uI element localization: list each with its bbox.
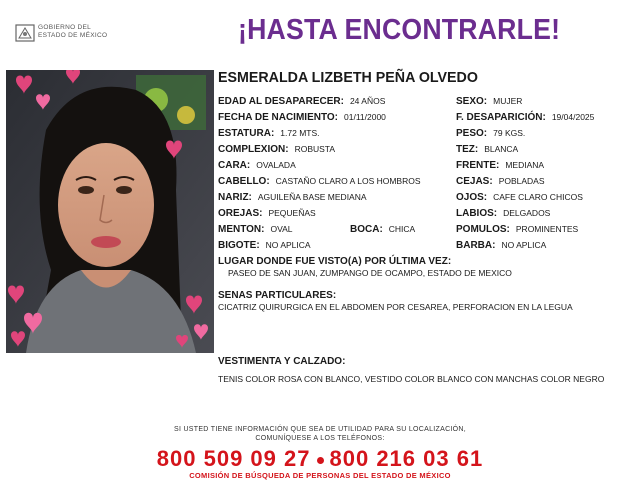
phone-number-1[interactable]: 800 509 09 27 (156, 446, 311, 471)
footer-note-line-2: COMUNÍQUESE A LOS TELÉFONOS: (255, 435, 385, 442)
detail-value: OVAL (270, 224, 293, 234)
detail-value: NO APLICA (265, 240, 311, 250)
detail-sexo (456, 96, 522, 107)
heart-icon (24, 313, 42, 334)
logo-line-2: ESTADO DE MÉXICO (38, 32, 108, 39)
detail-label: NARIZ: (218, 192, 252, 203)
detail-menton (218, 224, 293, 235)
detail-edad (218, 96, 385, 107)
detail-nacimiento (218, 112, 386, 123)
senas-title: SENAS PARTICULARES: (218, 290, 337, 301)
detail-label: OJOS: (456, 192, 488, 203)
detail-label: PESO: (456, 128, 488, 139)
heart-icon (8, 286, 24, 305)
state-emblem-icon (14, 22, 36, 44)
detail-desaparicion (456, 112, 594, 123)
detail-value: MUJER (493, 96, 523, 106)
detail-ojos (456, 192, 583, 203)
phone-number-2[interactable]: 800 216 03 61 (329, 446, 484, 471)
detail-cabello (218, 176, 421, 187)
detail-label: CABELLO: (218, 176, 270, 187)
detail-label: POMULOS: (456, 224, 510, 235)
detail-labios (456, 208, 550, 219)
detail-value: 79 KGS. (493, 128, 526, 138)
detail-label: ESTATURA: (218, 128, 275, 139)
heart-icon (36, 94, 50, 110)
detail-label: BIGOTE: (218, 240, 260, 251)
detail-cara (218, 160, 296, 171)
detail-peso (456, 128, 525, 139)
detail-label: FECHA DE NACIMIENTO: (218, 112, 338, 123)
logo-line-1: GOBIERNO DEL (38, 24, 92, 31)
detail-value: 1.72 MTS. (280, 128, 320, 138)
detail-value: 19/04/2025 (551, 112, 595, 122)
person-name: ESMERALDA LIZBETH PEÑA OLVEDO (218, 69, 478, 86)
detail-orejas (218, 208, 316, 219)
heart-icon (66, 70, 80, 84)
lugar-title: LUGAR DONDE FUE VISTO(A) POR ÚLTIMA VEZ: (218, 256, 452, 267)
detail-bigote (218, 240, 311, 251)
detail-label: FRENTE: (456, 160, 500, 171)
commission-name: COMISIÓN DE BÚSQUEDA DE PERSONAS DEL ESTADO DE MÉXICO (189, 471, 451, 480)
heart-icon (194, 324, 208, 340)
heart-icon (16, 76, 32, 95)
detail-value: CAFE CLARO CHICOS (493, 192, 583, 202)
detail-label: COMPLEXION: (218, 144, 289, 155)
heart-icon (176, 335, 188, 348)
detail-boca (350, 224, 415, 235)
detail-label: TEZ: (456, 144, 479, 155)
detail-value: CASTAÑO CLARO A LOS HOMBROS (275, 176, 421, 186)
government-logo (14, 22, 124, 44)
detail-value: POBLADAS (498, 176, 545, 186)
heart-icon (11, 331, 25, 347)
detail-label: CEJAS: (456, 176, 493, 187)
detail-value: PROMINENTES (515, 224, 579, 234)
detail-label: EDAD AL DESAPARECER: (218, 96, 344, 107)
vestimenta-title: VESTIMENTA Y CALZADO: (218, 356, 346, 367)
detail-pomulos (456, 224, 578, 235)
detail-label: BARBA: (456, 240, 496, 251)
detail-value: ROBUSTA (294, 144, 336, 154)
detail-value: NO APLICA (501, 240, 547, 250)
detail-label: LABIOS: (456, 208, 498, 219)
detail-frente (456, 160, 544, 171)
senas-text: CICATRIZ QUIRURGICA EN EL ABDOMEN POR CESAREA, PERFORACION EN LA LEGUA (218, 302, 573, 312)
detail-value: 01/11/2000 (344, 112, 386, 122)
detail-label: SEXO: (456, 96, 488, 107)
detail-value: 24 AÑOS (349, 96, 386, 106)
detail-label: MENTON: (218, 224, 265, 235)
detail-label: OREJAS: (218, 208, 263, 219)
detail-value: PEQUEÑAS (268, 208, 316, 218)
detail-value: DELGADOS (503, 208, 551, 218)
detail-cejas (456, 176, 545, 187)
headline: ¡HASTA ENCONTRARLE! (238, 14, 561, 46)
separator-dot-icon (317, 457, 324, 464)
detail-label: BOCA: (350, 224, 383, 235)
logo-text (38, 24, 107, 40)
detail-value: OVALADA (256, 160, 296, 170)
detail-value: CHICA (388, 224, 416, 234)
detail-value: BLANCA (484, 144, 519, 154)
heart-icon (186, 296, 202, 315)
detail-barba (456, 240, 546, 251)
detail-value: AGUILEÑA BASE MEDIANA (257, 192, 367, 202)
detail-complexion (218, 144, 335, 155)
detail-value: MEDIANA (505, 160, 545, 170)
phone-numbers (0, 446, 640, 472)
heart-icon (166, 141, 182, 160)
missing-person-photo (6, 70, 214, 353)
heart-frame (6, 70, 214, 353)
detail-estatura (218, 128, 320, 139)
detail-label: F. DESAPARICIÓN: (456, 112, 546, 123)
footer-note-line-1: SI USTED TIENE INFORMACIÓN QUE SEA DE UTILIDAD PARA SU LOCALIZACIÓN, (173, 426, 467, 433)
detail-nariz (218, 192, 367, 203)
lugar-text: PASEO DE SAN JUAN, ZUMPANGO DE OCAMPO, ESTADO DE MEXICO (228, 268, 512, 278)
vestimenta-text: TENIS COLOR ROSA CON BLANCO, VESTIDO COLOR BLANCO CON MANCHAS COLOR NEGRO (218, 374, 605, 384)
detail-label: CARA: (218, 160, 251, 171)
detail-tez (456, 144, 518, 155)
